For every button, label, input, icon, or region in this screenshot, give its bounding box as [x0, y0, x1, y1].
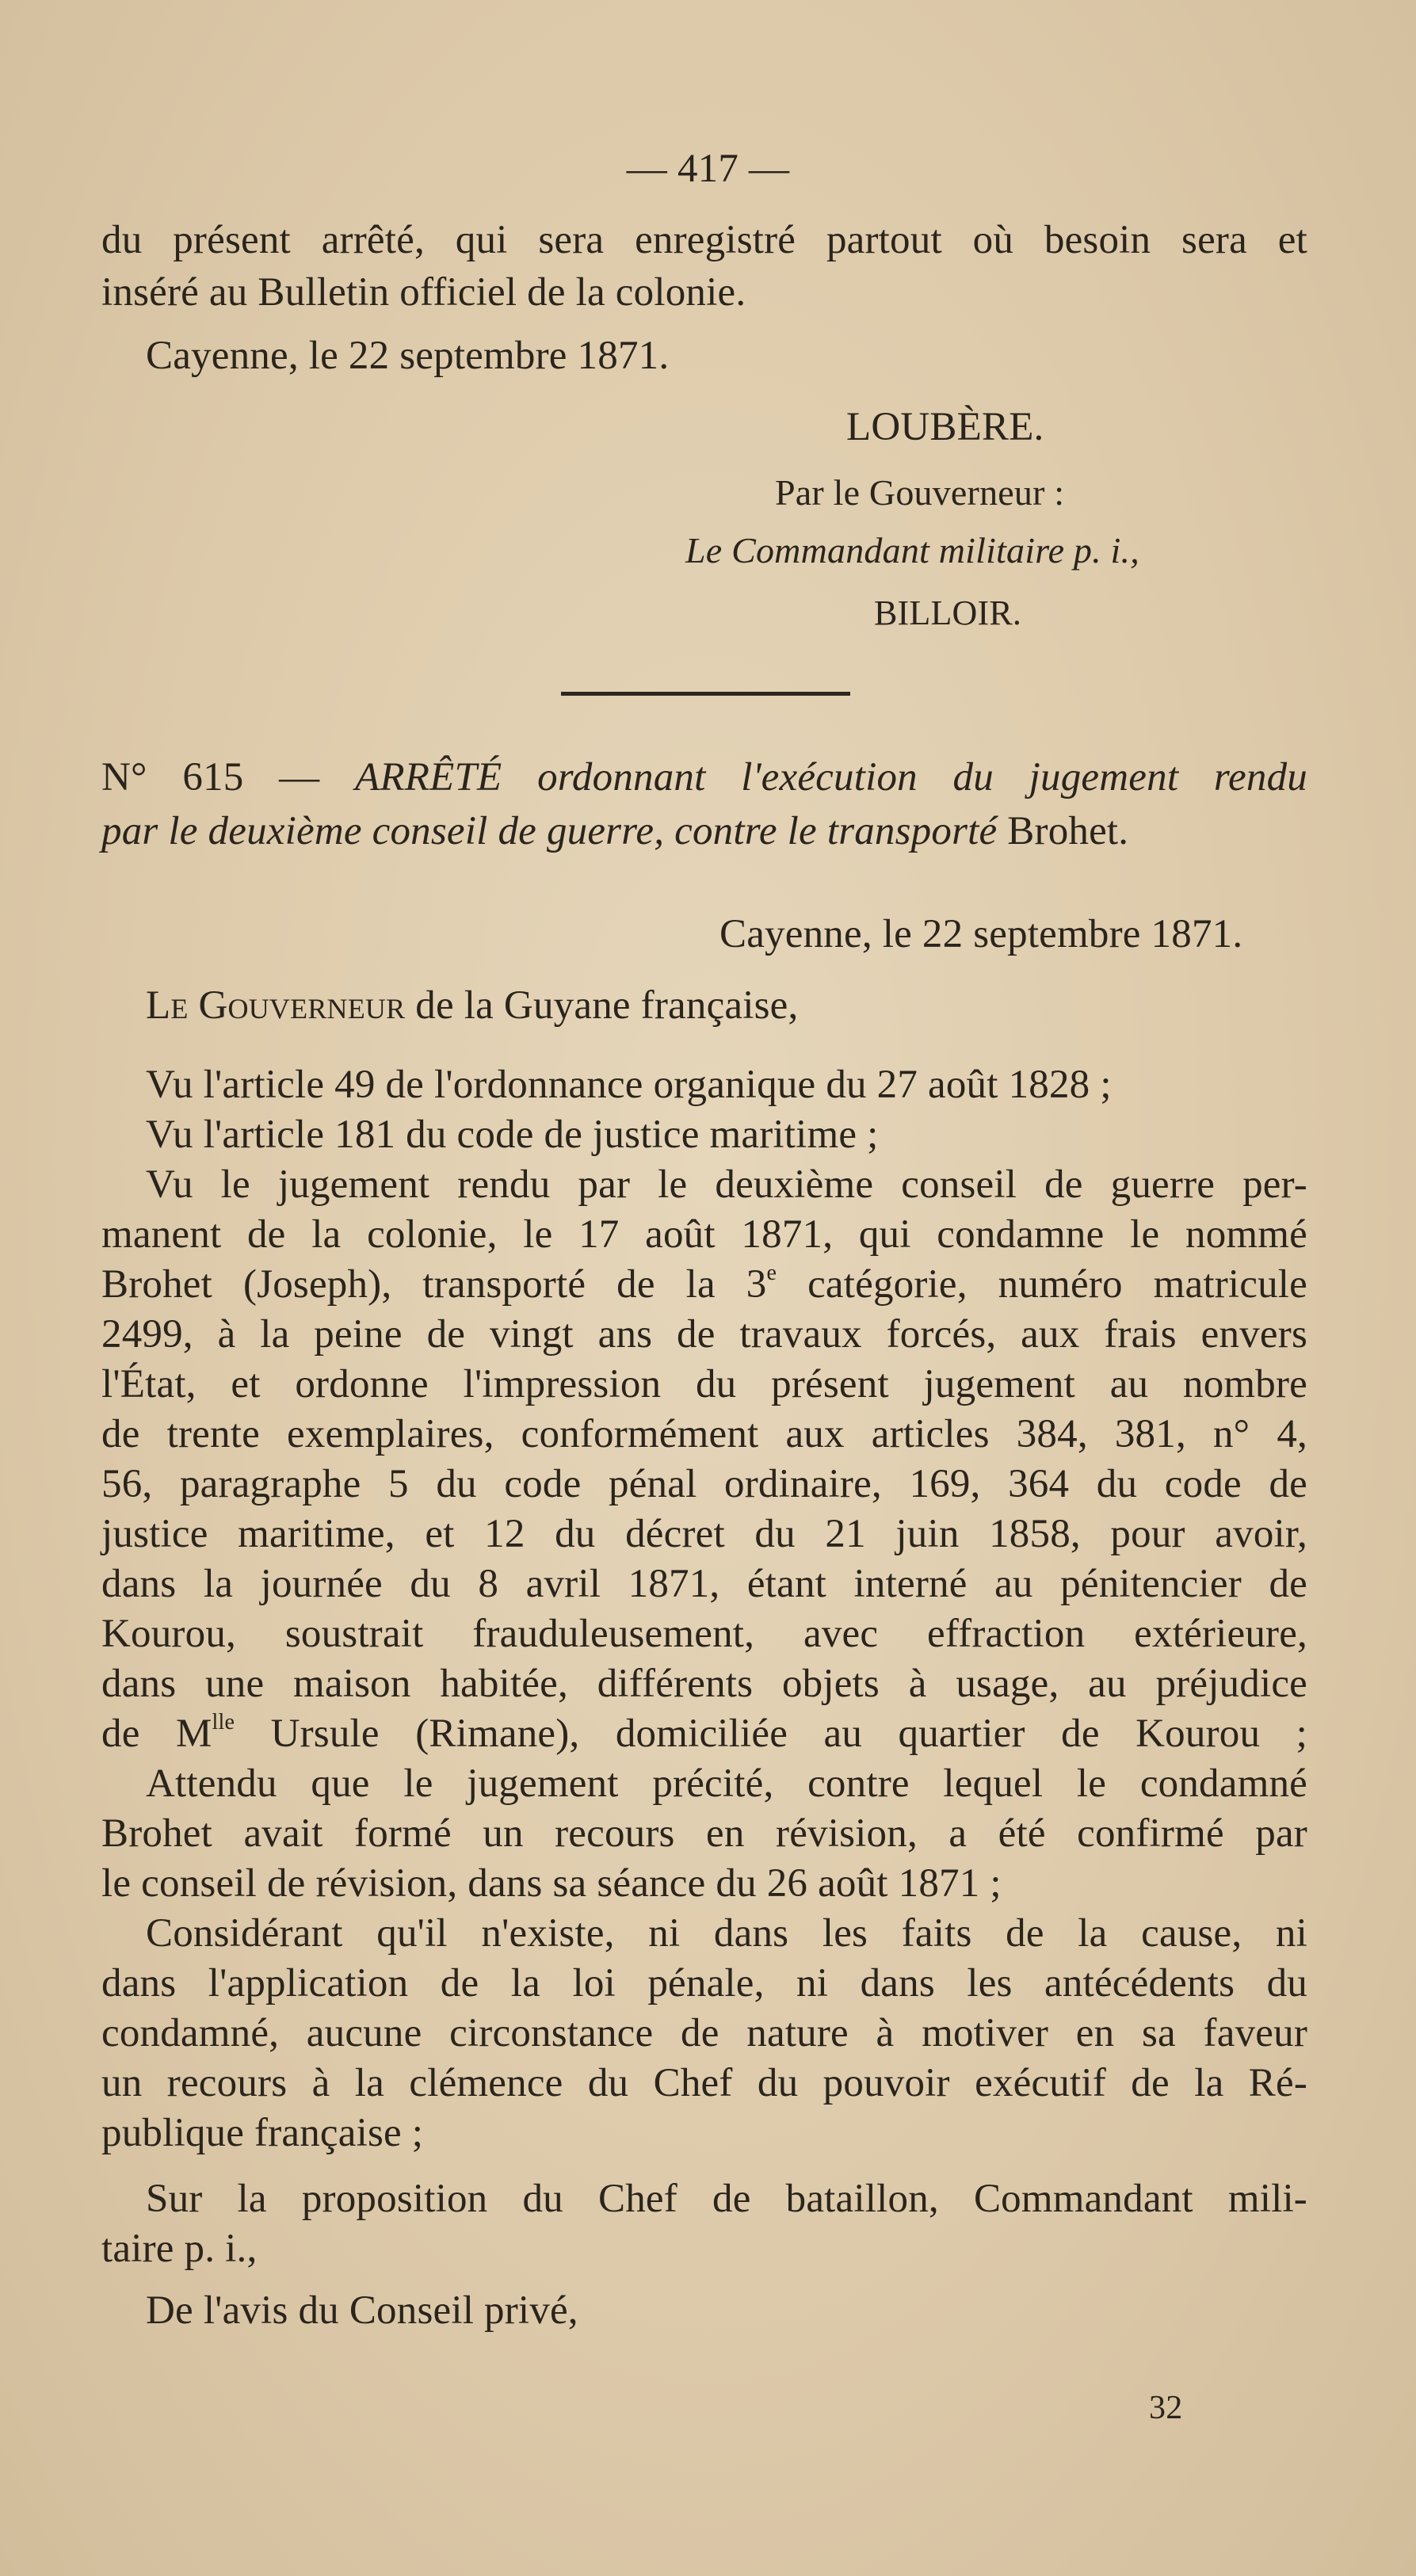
decree-title-line-2	[101, 807, 1128, 856]
body-line: Brohet (Joseph), transporté de la 3e catégorie, numéro matricule	[101, 1261, 1307, 1307]
section-divider	[561, 692, 850, 696]
body-line: dans une maison habitée, différents objets à usage, au préjudice	[101, 1662, 1307, 1706]
body-line: dans l'application de la loi pénale, ni dans les antécédents du	[101, 1961, 1307, 2005]
governor-signature: LOUBÈRE.	[846, 405, 1044, 449]
heading-rest: de la Guyane française,	[415, 983, 799, 1028]
heading-le: Le	[146, 983, 189, 1028]
decree-dash: —	[279, 755, 320, 800]
body-line: 56, paragraphe 5 du code pénal ordinaire, 169, 364 du code de	[101, 1462, 1307, 1506]
decree-title-cont: par le deuxième conseil de guerre, contre le transporté	[101, 809, 998, 853]
decree-title-line-1	[101, 753, 1307, 802]
signature-mark: 32	[1149, 2390, 1183, 2426]
body-line: Vu l'article 181 du code de justice maritime ;	[146, 1112, 879, 1157]
continuation-line-2: inséré au Bulletin officiel de la colonie.	[101, 270, 746, 315]
body-line: Considérant qu'il n'existe, ni dans les faits de la cause, ni	[146, 1911, 1307, 1956]
body-line: de trente exemplaires, conformément aux articles 384, 381, n° 4,	[101, 1412, 1307, 1456]
decree-place-date: Cayenne, le 22 septembre 1871.	[719, 912, 1243, 956]
body-line: manent de la colonie, le 17 août 1871, qui condamne le nommé	[101, 1212, 1307, 1257]
body-line: un recours à la clémence du Chef du pouvoir exécutif de la Ré-	[101, 2061, 1307, 2105]
body-line: justice maritime, et 12 du décret du 21 juin 1858, pour avoir,	[101, 1512, 1307, 1556]
heading-gouverneur: Gouverneur	[198, 983, 406, 1028]
decree-number: N° 615	[101, 755, 244, 800]
body-line: De l'avis du Conseil privé,	[146, 2288, 578, 2333]
continuation-line-1: du présent arrêté, qui sera enregistré partout où besoin sera et	[101, 218, 1307, 262]
decree-name: Brohet.	[1007, 809, 1129, 853]
countersignature: BILLOIR.	[874, 593, 1022, 632]
body-line: Sur la proposition du Chef de bataillon, Commandant mili-	[146, 2177, 1307, 2221]
governor-heading	[146, 981, 798, 1030]
page-number: — 417 —	[626, 147, 790, 191]
decree-title: ARRÊTÉ ordonnant l'exécution du jugement rendu	[355, 755, 1307, 800]
body-line: Kourou, soustrait frauduleusement, avec effraction extérieure,	[101, 1612, 1307, 1656]
body-line: de $M^{lle}$ Ursule (Rimane), domiciliée au quartier de Kourou ;	[101, 1710, 1307, 1756]
par-le-gouverneur: Par le Gouverneur :	[775, 472, 1065, 513]
body-line: Vu le jugement rendu par le deuxième conseil de guerre per-	[146, 1162, 1307, 1207]
body-line: dans la journée du 8 avril 1871, étant interné au pénitencier de	[101, 1562, 1307, 1606]
body-line: condamné, aucune circonstance de nature à motiver en sa faveur	[101, 2011, 1307, 2055]
body-line: Brohet avait formé un recours en révision, a été confirmé par	[101, 1811, 1307, 1856]
body-line: l'État, et ordonne l'impression du présent jugement au nombre	[101, 1362, 1307, 1406]
body-line: taire p. i.,	[101, 2227, 258, 2271]
body-line: Attendu que le jugement précité, contre lequel le condamné	[146, 1761, 1307, 1806]
body-line: 2499, à la peine de vingt ans de travaux forcés, aux frais envers	[101, 1312, 1307, 1357]
body-line: le conseil de révision, dans sa séance du 26 août 1871 ;	[101, 1861, 1002, 1906]
body-line: Vu l'article 49 de l'ordonnance organique du 27 août 1828 ;	[146, 1063, 1112, 1107]
body-line: publique française ;	[101, 2111, 424, 2155]
commandant-title: Le Commandant militaire p. i.,	[685, 530, 1139, 571]
place-date: Cayenne, le 22 septembre 1871.	[146, 334, 670, 378]
